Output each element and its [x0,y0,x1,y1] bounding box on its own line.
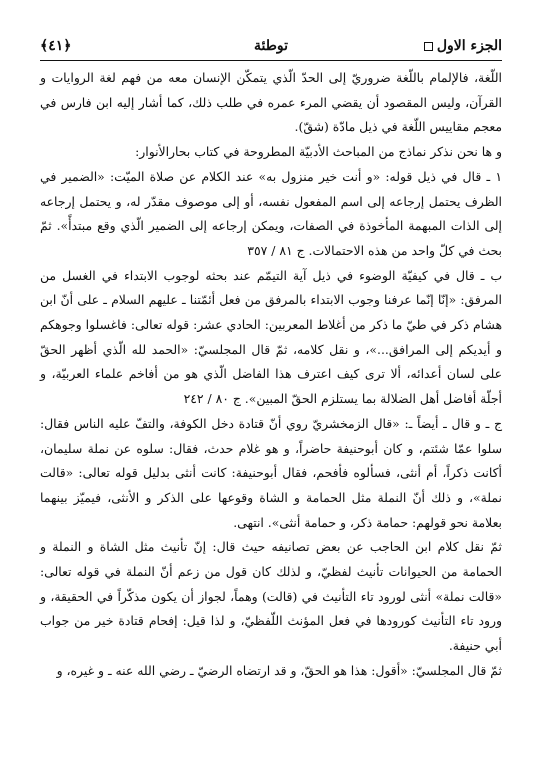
paragraph: اللّغة، فالإلمام باللّغة ضروريّ إلى الحدّ الّذي يتمكّن الإنسان معه من فهم لغة الروايات و القرآن، وليس المقصود أن يقضي المرء عمره في طلب ذلك، كما أشار إليه ابن فارس في معجم مقاييس اللّغة في ذيل مادّة (شقّ). [40,70,502,135]
paragraph: ب ـ قال في كيفيّة الوضوء في ذيل آية التيمّم عند بحثه لوجوب الابتداء في الغسل من المرفق: «إنّا إنّما عرفنا وجوب الابتداء بالمرفق من فعل أئمّتنا ـ عليهم السلام ـ على أنّ ابن هشام ذكر في طيّ ما ذكر من أغلاط المعربين: الحادي عشر: قوله تعالى: فاغسلوا وجوهكم و أيديكم إلى المرافق...»، و نقل كلامه، ثمّ قال المجلسيّ: «الحمد لله الّذي أظهر الحقّ على لسان أعدائه، ألا ترى كيف اعترف هذا الفاضل الّذي هو من أفاخم علماء العربيّة، و أجلّة أفاضل أهل الضلالة بما يستلزم الحقّ المبين». ج ٨٠ / ٢٤٢ [40,267,502,407]
paragraph: و ها نحن نذكر نماذج من المباحث الأدبيّة المطروحة في كتاب بحارالأنوار: [135,144,502,160]
paragraph: ١ ـ قال في ذيل قوله: «و أنت خير منزول به» عند الكلام عن صلاة الميّت: «الضمير في الظرف يحتمل إرجاعه إلى اسم المفعول نفسه، أو إلى موصوف مقدّر له، و يحتمل إرجاعه إلى الذات المبهمة المأخوذة في الصفات، ويمكن إرجاعه إلى الضمير الّذي وقع مبتدأً». ثمّ بحث في كلّ واحد من هذه الاحتمالات. ج ٨١ / ٣٥٧ [40,168,502,258]
header-volume-title: الجزء الاول [436,38,502,54]
paragraph: ثمّ قال المجلسيّ: «أقول: هذا هو الحقّ، و قد ارتضاه الرضيّ ـ رضي الله عنه ـ و غيره، و [56,662,502,678]
header-section-title: توطئة [253,38,288,54]
page-number: ﴿٤١﴾ [40,38,72,54]
paragraph: ثمّ نقل كلام ابن الحاجب عن بعض تصانيفه حيث قال: إنّ تأنيث مثل الشاة و النملة و الحمامة من الحيوانات تأنيث لفظيّ، و لذلك كان قول من زعم أنّ النملة في قوله تعالى: «قالت نملة» أنثى لورود تاء التأنيث في (قالت) وهماً، لجواز أن يكون مذكّراً في الحقيقة، و ورود تاء التأنيث كورودها في فعل المؤنث اللّفظيّ، و لذا قيل: إفحام قتادة خير من جواب أبي حنيفة. [40,539,502,654]
paragraph: ج ـ و قال ـ أيضاً ـ: «قال الزمخشريّ روي أنّ قتادة دخل الكوفة، والتفّ عليه الناس فقال: سلوا عمّا شئتم، و كان أبوحنيفة حاضراً، و هو غلام حدث، فقال: سلوه عن نملة سليمان، أكانت ذكراً، أم أنثى، فسألوه فأفحم، فقال أبوحنيفة: كانت أنثى بدليل قوله تعالى: «قالت نملة»، و ذلك أنّ النملة مثل الحمامة و الشاة وقوعها على الذكر و الأنثى، فيميّز بينهما بعلامة نحو قولهم: حمامة ذكر، و حمامة أنثى». انتهى. [40,415,502,530]
header-divider [40,60,502,61]
page-body [40,66,502,684]
running-header [40,34,502,58]
